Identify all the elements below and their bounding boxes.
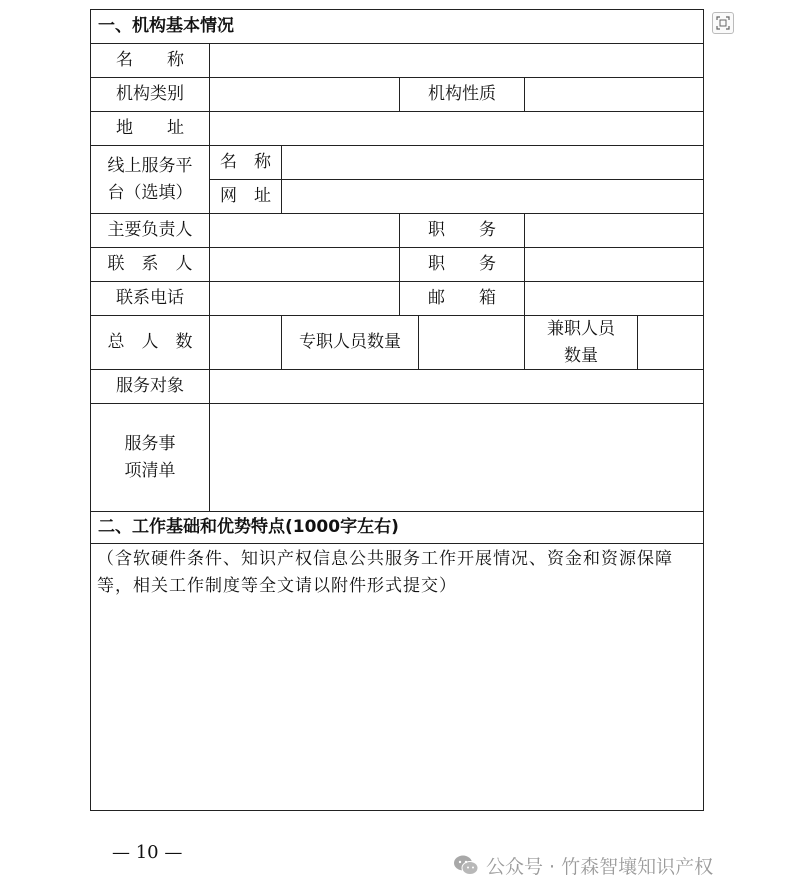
platform-url-label: 网 址: [220, 186, 271, 206]
section-2-note: （含软硬件条件、知识产权信息公共服务工作开展情况、资金和资源保障等，相关工作制度等全文请以附件形式提交）: [97, 549, 673, 596]
head-position-field[interactable]: [525, 214, 703, 247]
address-field[interactable]: [210, 112, 703, 145]
service-target-label: 服务对象: [116, 376, 184, 396]
fullscreen-icon[interactable]: [712, 12, 734, 34]
contact-label: 联 系 人: [107, 254, 193, 274]
total-staff-field[interactable]: [210, 316, 281, 369]
head-label: 主要负责人: [107, 220, 193, 240]
contact-position-label: 职 务: [428, 254, 496, 274]
platform-name-label: 名 称: [220, 152, 271, 172]
service-target-field[interactable]: [210, 370, 703, 403]
platform-label: [91, 146, 209, 213]
fulltime-staff-field[interactable]: [419, 316, 524, 369]
total-staff-label: 总 人 数: [107, 332, 193, 352]
phone-field[interactable]: [210, 282, 399, 315]
service-items-line1: 服务事: [124, 433, 176, 454]
platform-url-field[interactable]: [282, 180, 703, 213]
wechat-icon: [453, 854, 479, 876]
page-number: — 10 —: [112, 842, 183, 863]
nature-label: 机构性质: [428, 84, 496, 104]
parttime-label-line2: 数量: [564, 345, 598, 366]
section-1-title: 一、机构基本情况: [98, 16, 234, 36]
head-field[interactable]: [210, 214, 399, 247]
category-label: 机构类别: [116, 84, 184, 104]
watermark-text: 公众号 · 竹森智壤知识产权: [486, 855, 714, 878]
watermark: [453, 850, 713, 880]
email-label: 邮 箱: [428, 288, 496, 308]
category-field[interactable]: [210, 78, 399, 111]
head-position-label: 职 务: [428, 220, 496, 240]
platform-label-line1: 线上服务平: [107, 155, 193, 176]
address-label: 地 址: [116, 118, 184, 138]
contact-position-field[interactable]: [525, 248, 703, 281]
section-2-content-area[interactable]: [91, 600, 703, 810]
section-2-title: 二、工作基础和优势特点(1000字左右): [98, 517, 399, 537]
fullscreen-icon-glyph: [716, 16, 730, 30]
parttime-label-line1: 兼职人员: [547, 318, 615, 339]
service-items-field[interactable]: [210, 404, 703, 511]
contact-field[interactable]: [210, 248, 399, 281]
phone-label: 联系电话: [116, 288, 184, 308]
platform-label-line2: 台（选填）: [107, 182, 193, 203]
service-items-line2: 项清单: [124, 460, 176, 481]
name-label: 名 称: [116, 50, 184, 70]
parttime-staff-field[interactable]: [638, 316, 703, 369]
parttime-staff-label: [525, 316, 637, 369]
platform-name-field[interactable]: [282, 146, 703, 179]
fulltime-staff-label: 专职人员数量: [299, 332, 401, 352]
row-divider: [91, 543, 703, 544]
service-items-label: [91, 404, 209, 511]
application-form-table: [90, 9, 704, 811]
email-field[interactable]: [525, 282, 703, 315]
nature-field[interactable]: [525, 78, 703, 111]
name-field[interactable]: [210, 44, 703, 77]
